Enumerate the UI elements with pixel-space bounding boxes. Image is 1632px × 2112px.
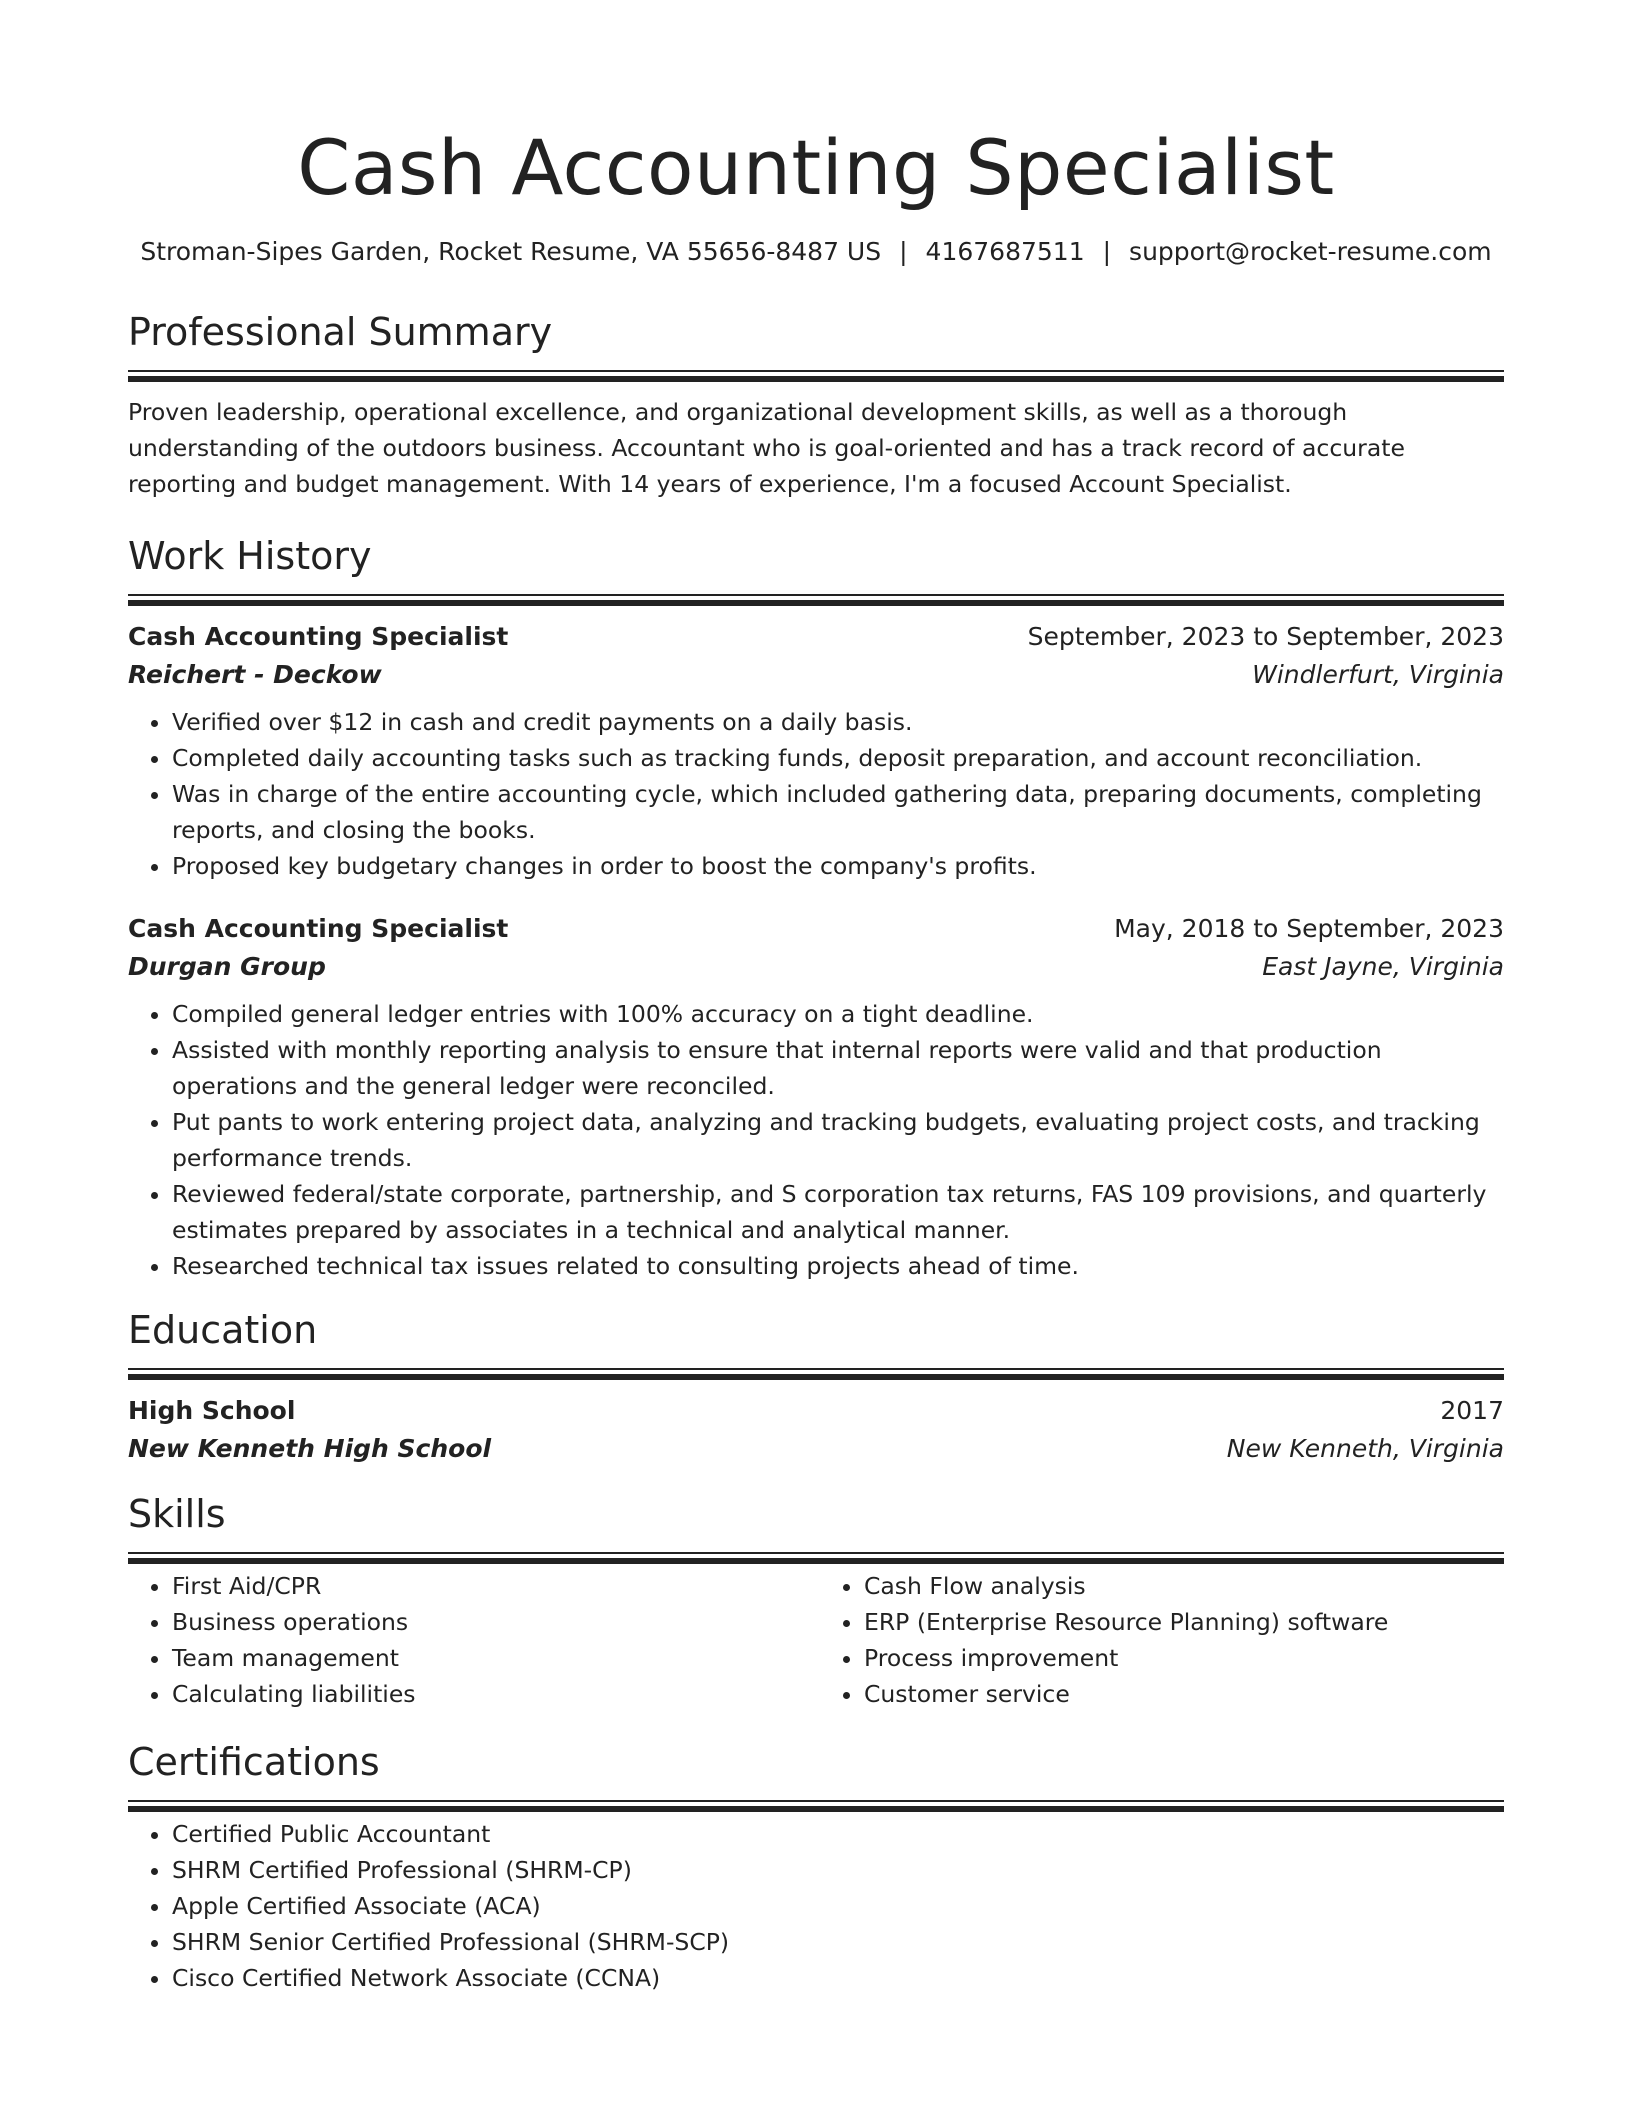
job-location: Windlerfurt, Virginia xyxy=(1252,660,1504,689)
candidate-name: Cash Accounting Specialist xyxy=(297,123,1335,212)
job-header xyxy=(128,618,1504,656)
list-item: • Apple Certified Associate (ACA) xyxy=(172,1888,1504,1924)
job-title: Cash Accounting Specialist xyxy=(128,622,509,651)
education-subheader xyxy=(128,1430,1504,1468)
section-divider xyxy=(128,1800,1504,1802)
section-divider xyxy=(128,594,1504,596)
job-dates: May, 2018 to September, 2023 xyxy=(1114,914,1504,943)
summary-section xyxy=(128,306,1504,502)
list-item: • Business operations xyxy=(172,1604,816,1640)
summary-text: Proven leadership, operational excellence, and organizational development skills, as well as a thorough understanding of the outdoors business. Accountant who is goal-oriented and has a track record of accurate reporting and budget management. With 14 years of experience, I'm a focused Account Specialist. xyxy=(128,398,1405,498)
list-item: • Was in charge of the entire accounting cycle, which included gathering data, preparing documents, completing reports, and closing the books. xyxy=(172,776,1504,848)
education-school: New Kenneth High School xyxy=(128,1434,492,1463)
list-item: • Customer service xyxy=(864,1676,1504,1712)
education-location: New Kenneth, Virginia xyxy=(1226,1434,1504,1463)
job-subheader xyxy=(128,656,1504,694)
list-item: • SHRM Senior Certified Professional (SHRM-SCP) xyxy=(172,1924,1504,1960)
job-company: Durgan Group xyxy=(128,952,326,981)
education-entry xyxy=(128,1392,1504,1468)
contact-email: support@rocket-resume.com xyxy=(1129,237,1492,266)
list-item: • Cash Flow analysis xyxy=(864,1568,1504,1604)
skills-column-left xyxy=(128,1568,816,1712)
work-history-heading: Work History xyxy=(128,534,372,578)
list-item: • Completed daily accounting tasks such as tracking funds, deposit preparation, and account reconciliation. xyxy=(172,740,1504,776)
list-item: • Assisted with monthly reporting analysis to ensure that internal reports were valid and that production operations and the general ledger were reconciled. xyxy=(172,1032,1504,1104)
skills-grid xyxy=(128,1568,1504,1712)
skills-section xyxy=(128,1488,1504,1712)
section-divider xyxy=(128,1368,1504,1370)
education-year: 2017 xyxy=(1440,1396,1504,1425)
education-heading: Education xyxy=(128,1308,318,1352)
contact-phone: 4167687511 xyxy=(925,237,1085,266)
job-subheader xyxy=(128,948,1504,986)
certifications-section xyxy=(128,1736,1504,1996)
job-bullets xyxy=(128,996,1504,1284)
section-divider xyxy=(128,370,1504,372)
list-item: • Compiled general ledger entries with 100% accuracy on a tight deadline. xyxy=(172,996,1504,1032)
job-header xyxy=(128,910,1504,948)
contact-separator: | xyxy=(899,237,908,266)
summary-heading: Professional Summary xyxy=(128,310,553,354)
certifications-list xyxy=(128,1816,1504,1996)
certifications-heading: Certifications xyxy=(128,1740,380,1784)
contact-address: Stroman-Sipes Garden, Rocket Resume, VA 55656-8487 US xyxy=(140,237,882,266)
list-item: • Verified over $12 in cash and credit payments on a daily basis. xyxy=(172,704,1504,740)
list-item: • First Aid/CPR xyxy=(172,1568,816,1604)
list-item: • Process improvement xyxy=(864,1640,1504,1676)
contact-separator: | xyxy=(1102,237,1112,266)
skills-heading: Skills xyxy=(128,1492,226,1536)
list-item: • Calculating liabilities xyxy=(172,1676,816,1712)
job-location: East Jayne, Virginia xyxy=(1262,952,1504,981)
contact-line xyxy=(128,236,1504,268)
section-divider xyxy=(128,1552,1504,1554)
list-item: • ERP (Enterprise Resource Planning) software xyxy=(864,1604,1504,1640)
job-dates: September, 2023 to September, 2023 xyxy=(1027,622,1504,651)
list-item: • Team management xyxy=(172,1640,816,1676)
list-item: • SHRM Certified Professional (SHRM-CP) xyxy=(172,1852,1504,1888)
job-bullets xyxy=(128,704,1504,884)
job-title: Cash Accounting Specialist xyxy=(128,914,509,943)
job-entry xyxy=(128,618,1504,884)
list-item: • Put pants to work entering project data, analyzing and tracking budgets, evaluating project costs, and tracking performance trends. xyxy=(172,1104,1504,1176)
list-item: • Certified Public Accountant xyxy=(172,1816,1504,1852)
education-section xyxy=(128,1304,1504,1468)
job-entry xyxy=(128,910,1504,1284)
list-item: • Reviewed federal/state corporate, partnership, and S corporation tax returns, FAS 109 provisions, and quarterly estimates prepared by associates in a technical and analytical manner. xyxy=(172,1176,1504,1248)
work-history-section xyxy=(128,530,1504,1284)
skills-column-right xyxy=(816,1568,1504,1712)
job-company: Reichert - Deckow xyxy=(128,660,382,689)
list-item: • Cisco Certified Network Associate (CCNA) xyxy=(172,1960,1504,1996)
education-degree: High School xyxy=(128,1396,296,1425)
education-header xyxy=(128,1392,1504,1430)
list-item: • Proposed key budgetary changes in order to boost the company's profits. xyxy=(172,848,1504,884)
list-item: • Researched technical tax issues related to consulting projects ahead of time. xyxy=(172,1248,1504,1284)
